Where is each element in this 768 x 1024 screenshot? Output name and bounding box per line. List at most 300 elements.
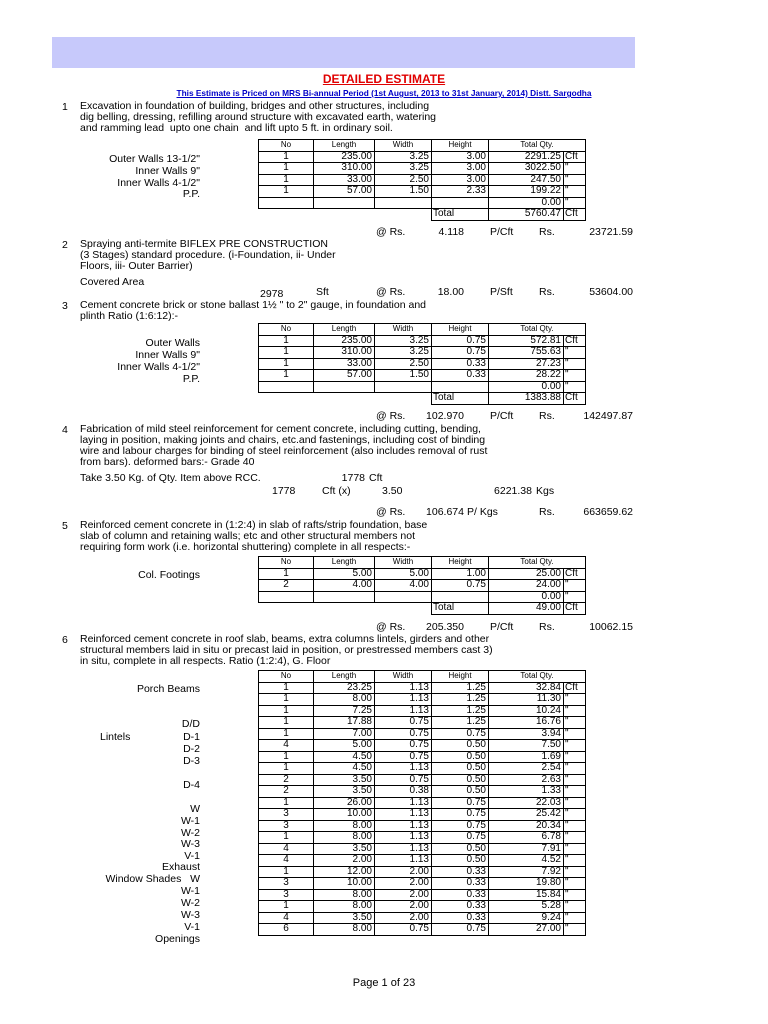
row-label: W-1 — [180, 815, 200, 827]
table-cell: 0.75 — [375, 774, 432, 786]
table-cell — [259, 197, 314, 209]
table-row — [259, 820, 586, 832]
amount-value: 53604.00 — [589, 286, 633, 298]
table-cell: 3.00 — [432, 174, 489, 186]
rate-unit: P/Cft — [490, 621, 514, 633]
table-cell: " — [564, 901, 586, 913]
table-row — [259, 774, 586, 786]
table-cell: " — [564, 820, 586, 832]
table-cell — [259, 591, 314, 603]
table-cell: 1 — [259, 717, 314, 729]
table-cell: 1.00 — [432, 568, 489, 580]
table-cell: 4 — [259, 855, 314, 867]
table-cell: 23.25 — [314, 682, 375, 694]
table-cell: 8.00 — [314, 901, 375, 913]
table-cell: 22.03 — [489, 797, 564, 809]
table-cell: 10.00 — [314, 878, 375, 890]
total-value: 1383.88 — [489, 393, 564, 405]
table-cell: 2.50 — [375, 358, 432, 370]
table-cell: 1.13 — [375, 843, 432, 855]
table-cell: 2.00 — [375, 878, 432, 890]
table-cell: 32.84 — [489, 682, 564, 694]
row-label: Exhaust — [162, 861, 200, 873]
table-cell: 3.25 — [375, 151, 432, 163]
table-cell: 27.00 — [489, 924, 564, 936]
total-unit: Cft — [564, 603, 586, 615]
total-value: 5760.47 — [489, 209, 564, 221]
table-cell: 0.75 — [375, 717, 432, 729]
table-cell: 0.50 — [432, 855, 489, 867]
table-cell: 10.00 — [314, 809, 375, 821]
table-cell: 0.33 — [432, 878, 489, 890]
take-quantity: 1778 — [341, 472, 365, 484]
table-row — [259, 878, 586, 890]
table-cell: 1 — [259, 763, 314, 775]
rate-label: @ Rs. — [376, 621, 406, 633]
table-cell: 1 — [259, 832, 314, 844]
table-cell: " — [564, 832, 586, 844]
table-cell: " — [564, 751, 586, 763]
table-cell: 3 — [259, 820, 314, 832]
table-row — [259, 843, 586, 855]
table-cell: 4.50 — [314, 751, 375, 763]
table-cell: 2.33 — [432, 186, 489, 198]
table-row — [259, 924, 586, 936]
table-row — [259, 740, 586, 752]
table-cell: 28.22 — [489, 370, 564, 382]
table-cell: 0.75 — [432, 335, 489, 347]
row-label: P.P. — [182, 188, 200, 200]
column-header: Height — [432, 140, 489, 152]
table-cell: Cft — [564, 151, 586, 163]
row-label: W-3 — [180, 838, 200, 850]
table-cell: 1 — [259, 866, 314, 878]
table-cell: 1.25 — [432, 705, 489, 717]
table-cell: 27.23 — [489, 358, 564, 370]
table-cell: 1.13 — [375, 832, 432, 844]
column-header: Total Qty. — [489, 557, 586, 569]
row-label: W-2 — [180, 827, 200, 839]
row-label: V-1 — [184, 921, 200, 933]
table-cell: 0.50 — [432, 763, 489, 775]
item-number: 3 — [62, 300, 68, 312]
table-cell: 3.25 — [375, 163, 432, 175]
table-cell: " — [564, 797, 586, 809]
table-cell: 4 — [259, 912, 314, 924]
table-cell: 0.75 — [432, 728, 489, 740]
table-cell: 0.33 — [432, 889, 489, 901]
table-cell: " — [564, 705, 586, 717]
item-number: 1 — [62, 101, 68, 113]
currency-label: Rs. — [539, 621, 555, 633]
row-label: Window Shades W — [105, 873, 200, 885]
item-number: 4 — [62, 424, 68, 436]
table-cell: 0.38 — [375, 786, 432, 798]
table-cell: 3022.50 — [489, 163, 564, 175]
table-cell: 2.00 — [375, 901, 432, 913]
total-value: 49.00 — [489, 603, 564, 615]
table-cell: 0.00 — [489, 591, 564, 603]
table-cell: 1 — [259, 901, 314, 913]
row-label: D/D — [181, 718, 200, 730]
table-cell: 310.00 — [314, 347, 375, 359]
amount-value: 142497.87 — [583, 410, 633, 422]
row-label: D-3 — [183, 755, 200, 767]
rate-value: 102.970 — [426, 410, 464, 422]
table-row — [259, 568, 586, 580]
table-cell: 3 — [259, 809, 314, 821]
table-row — [259, 728, 586, 740]
table-cell: 1.69 — [489, 751, 564, 763]
row-label: Inner Walls 4-1/2" — [117, 177, 200, 189]
table-cell: " — [564, 591, 586, 603]
table-cell — [314, 381, 375, 393]
table-row — [259, 855, 586, 867]
rate-label: @ Rs. — [376, 410, 406, 422]
table-cell: 1.50 — [375, 186, 432, 198]
row-label: Col. Footings — [138, 569, 200, 581]
page-subtitle: This Estimate is Priced on MRS Bi-annual Period (1st August, 2013 to 31st January, 2014) Distt. Sargodha — [176, 88, 592, 98]
table-cell: 0.00 — [489, 381, 564, 393]
table-cell: 0.50 — [432, 751, 489, 763]
row-label: W-1 — [180, 885, 200, 897]
table-row — [259, 912, 586, 924]
table-cell: " — [564, 809, 586, 821]
table-cell: 1 — [259, 186, 314, 198]
quantity-table — [258, 323, 586, 405]
table-cell: 0.50 — [432, 843, 489, 855]
quantity-table — [258, 139, 586, 221]
table-cell — [375, 591, 432, 603]
column-header: Total Qty. — [489, 140, 586, 152]
column-header: Total Qty. — [489, 671, 586, 683]
table-row — [259, 347, 586, 359]
table-cell: 3.00 — [432, 163, 489, 175]
column-header: Length — [314, 324, 375, 336]
table-row — [259, 786, 586, 798]
quantity-unit: Sft — [316, 286, 329, 298]
table-cell: 2 — [259, 580, 314, 592]
table-cell: 2.50 — [375, 174, 432, 186]
table-cell: 0.75 — [432, 580, 489, 592]
table-cell: " — [564, 358, 586, 370]
table-cell: 1.13 — [375, 763, 432, 775]
table-cell: 3.50 — [314, 786, 375, 798]
table-cell: 9.24 — [489, 912, 564, 924]
column-header: Height — [432, 557, 489, 569]
rate-value: 4.118 — [438, 226, 464, 238]
item-description: Cement concrete brick or stone ballast 1½ " to 2" gauge, in foundation and plinth Ratio (1:6:12):- — [80, 299, 427, 322]
rate-unit: P/Sft — [490, 286, 513, 298]
row-label: Outer Walls — [145, 337, 200, 349]
table-cell — [432, 591, 489, 603]
row-label: Openings — [155, 933, 200, 945]
table-row — [259, 186, 586, 198]
table-cell: 1 — [259, 347, 314, 359]
table-cell: 7.91 — [489, 843, 564, 855]
row-label: D-1 — [183, 731, 200, 743]
table-row — [259, 751, 586, 763]
column-header: No — [259, 557, 314, 569]
column-header: Total Qty. — [489, 324, 586, 336]
row-label: Outer Walls 13-1/2" — [109, 153, 200, 165]
table-cell: 33.00 — [314, 174, 375, 186]
table-cell: 1 — [259, 728, 314, 740]
column-header: No — [259, 140, 314, 152]
rate-label: @ Rs. — [376, 226, 406, 238]
table-cell: " — [564, 694, 586, 706]
table-row — [259, 174, 586, 186]
table-cell: 2 — [259, 774, 314, 786]
table-cell: 7.00 — [314, 728, 375, 740]
table-cell: 4.00 — [314, 580, 375, 592]
table-cell: " — [564, 580, 586, 592]
row-label: Lintels — [100, 731, 131, 743]
table-cell: " — [564, 912, 586, 924]
table-row — [259, 705, 586, 717]
table-cell: 0.75 — [432, 924, 489, 936]
quantity-value: 2978 — [260, 288, 284, 300]
page-footer: Page 1 of 23 — [352, 977, 416, 989]
table-row — [259, 335, 586, 347]
table-cell: 12.00 — [314, 866, 375, 878]
column-header: No — [259, 324, 314, 336]
total-unit: Cft — [564, 393, 586, 405]
rate-unit: P/Cft — [490, 226, 514, 238]
table-row — [259, 763, 586, 775]
table-cell: 3.25 — [375, 347, 432, 359]
table-row — [259, 591, 586, 603]
table-cell — [259, 381, 314, 393]
table-cell: 1 — [259, 358, 314, 370]
table-cell: 1 — [259, 174, 314, 186]
table-cell: 1.13 — [375, 797, 432, 809]
area-label: Covered Area — [80, 276, 145, 288]
table-cell: 8.00 — [314, 924, 375, 936]
item-description: Fabrication of mild steel reinforcement for cement concrete, including cutting, bending, laying in position, making joints and chairs, etc.and fastenings, including cost of binding wire and labour charges for binding of steel reinforcement (also includes removal of rust from bars). deformed bars:- Grade 40 — [80, 423, 488, 468]
table-cell: 1.50 — [375, 370, 432, 382]
calc-quantity: 1778 — [272, 485, 296, 497]
table-cell: 0.75 — [375, 740, 432, 752]
rate-unit: P/Cft — [490, 410, 514, 422]
table-cell: 6.78 — [489, 832, 564, 844]
table-cell: 1 — [259, 682, 314, 694]
table-cell: " — [564, 878, 586, 890]
rate-unit: P/ Kgs — [467, 506, 498, 518]
table-row — [259, 580, 586, 592]
table-cell: 1.13 — [375, 682, 432, 694]
table-cell: 8.00 — [314, 820, 375, 832]
table-row — [259, 889, 586, 901]
table-cell: 4 — [259, 740, 314, 752]
table-cell: " — [564, 347, 586, 359]
table-cell: 0.75 — [375, 728, 432, 740]
table-cell — [432, 197, 489, 209]
table-cell: " — [564, 774, 586, 786]
table-cell: 5.00 — [375, 568, 432, 580]
table-cell: Cft — [564, 568, 586, 580]
table-cell: 0.75 — [375, 924, 432, 936]
table-cell: 0.50 — [432, 774, 489, 786]
table-cell: " — [564, 163, 586, 175]
table-cell: 572.81 — [489, 335, 564, 347]
table-cell: 2.00 — [375, 912, 432, 924]
table-cell: 3.50 — [314, 912, 375, 924]
table-cell: 6 — [259, 924, 314, 936]
table-cell: 33.00 — [314, 358, 375, 370]
table-cell: 15.84 — [489, 889, 564, 901]
table-cell: 0.75 — [432, 832, 489, 844]
table-cell: 10.24 — [489, 705, 564, 717]
item-number: 2 — [62, 239, 68, 251]
table-cell: 25.42 — [489, 809, 564, 821]
item-description: Reinforced cement concrete in (1:2:4) in slab of rafts/strip foundation, base slab of column and retaining walls; etc and other structural members not requiring form work (i.e. horizontal shuttering) complete in all respects:- — [80, 519, 428, 553]
table-cell: " — [564, 381, 586, 393]
table-cell: " — [564, 889, 586, 901]
table-cell: " — [564, 370, 586, 382]
quantity-table — [258, 556, 586, 615]
table-cell: 0.33 — [432, 912, 489, 924]
table-cell: 0.33 — [432, 370, 489, 382]
total-label: Total — [432, 393, 489, 405]
table-cell: " — [564, 855, 586, 867]
table-cell: " — [564, 843, 586, 855]
take-unit: Cft — [369, 472, 383, 484]
table-row — [259, 809, 586, 821]
table-cell: " — [564, 786, 586, 798]
table-row — [259, 682, 586, 694]
table-cell: 0.75 — [432, 797, 489, 809]
table-cell: 17.88 — [314, 717, 375, 729]
item-description: Reinforced cement concrete in roof slab, beams, extra columns lintels, girders and other structural members laid in situ or precast laid in position, or prestressed members cast 3) in situ, complete in all respects. Ratio (1:2:4), G. Floor — [80, 633, 493, 667]
table-header-row — [259, 671, 586, 683]
table-cell: 5.28 — [489, 901, 564, 913]
table-cell: " — [564, 763, 586, 775]
table-cell: 4 — [259, 843, 314, 855]
table-cell: 235.00 — [314, 335, 375, 347]
item-number: 5 — [62, 520, 68, 532]
table-row — [259, 717, 586, 729]
table-cell: " — [564, 174, 586, 186]
table-total-row — [259, 393, 586, 405]
column-header: Width — [375, 140, 432, 152]
table-header-row — [259, 324, 586, 336]
table-cell: " — [564, 728, 586, 740]
row-label: Inner Walls 9" — [135, 349, 200, 361]
table-cell: 2.63 — [489, 774, 564, 786]
table-cell: 0.33 — [432, 901, 489, 913]
calc-result-unit: Kgs — [536, 485, 555, 497]
table-cell: 199.22 — [489, 186, 564, 198]
table-cell: 0.33 — [432, 866, 489, 878]
column-header: Length — [314, 557, 375, 569]
total-unit: Cft — [564, 209, 586, 221]
table-cell: 0.33 — [432, 358, 489, 370]
table-total-row — [259, 603, 586, 615]
calc-result: 6221.38 — [494, 485, 532, 497]
rate-label: @ Rs. — [376, 286, 406, 298]
table-cell: 20.34 — [489, 820, 564, 832]
table-cell: 3 — [259, 878, 314, 890]
row-label: P.P. — [182, 373, 200, 385]
table-cell: 0.75 — [432, 820, 489, 832]
table-cell: 1.13 — [375, 694, 432, 706]
column-header: No — [259, 671, 314, 683]
table-cell: 1.13 — [375, 809, 432, 821]
table-cell: 1 — [259, 797, 314, 809]
table-cell: 4.52 — [489, 855, 564, 867]
table-cell — [314, 197, 375, 209]
table-row — [259, 866, 586, 878]
table-total-row — [259, 209, 586, 221]
table-cell: 1 — [259, 751, 314, 763]
table-cell: 0.75 — [432, 809, 489, 821]
column-header: Length — [314, 671, 375, 683]
table-cell: 24.00 — [489, 580, 564, 592]
table-row — [259, 694, 586, 706]
amount-value: 10062.15 — [589, 621, 633, 633]
table-cell: 1 — [259, 694, 314, 706]
table-cell: 7.50 — [489, 740, 564, 752]
calc-unit: Cft (x) — [322, 485, 351, 497]
table-cell: 4.00 — [375, 580, 432, 592]
item-description: Spraying anti-termite BIFLEX PRE CONSTRUCTION (3 Stages) standard procedure. (i-Foundation, ii- Under Floors, iii- Outer Barrier) — [80, 238, 336, 272]
table-cell: 0.75 — [432, 347, 489, 359]
table-cell — [375, 197, 432, 209]
currency-label: Rs. — [539, 286, 555, 298]
table-cell: 8.00 — [314, 694, 375, 706]
table-cell: 0.00 — [489, 197, 564, 209]
table-cell: 310.00 — [314, 163, 375, 175]
table-cell: 1.13 — [375, 855, 432, 867]
table-cell: 3 — [259, 889, 314, 901]
table-cell: 3.25 — [375, 335, 432, 347]
table-cell: 3.50 — [314, 774, 375, 786]
table-cell: Cft — [564, 682, 586, 694]
table-cell: 1.13 — [375, 820, 432, 832]
header-band — [52, 37, 635, 68]
table-cell: 57.00 — [314, 186, 375, 198]
table-row — [259, 797, 586, 809]
row-label: W-3 — [180, 909, 200, 921]
table-row — [259, 151, 586, 163]
column-header: Width — [375, 557, 432, 569]
table-cell: 1.25 — [432, 717, 489, 729]
row-label: D-2 — [183, 743, 200, 755]
amount-value: 23721.59 — [589, 226, 633, 238]
table-cell: 1.25 — [432, 694, 489, 706]
table-cell: 1.13 — [375, 705, 432, 717]
table-cell — [314, 591, 375, 603]
table-cell — [375, 381, 432, 393]
amount-value: 663659.62 — [583, 506, 633, 518]
table-cell: 1 — [259, 163, 314, 175]
table-cell: 16.76 — [489, 717, 564, 729]
table-cell: 3.94 — [489, 728, 564, 740]
table-cell: 11.30 — [489, 694, 564, 706]
table-cell: 5.00 — [314, 740, 375, 752]
table-cell: 2.00 — [314, 855, 375, 867]
table-cell: 0.50 — [432, 786, 489, 798]
table-cell: 0.75 — [375, 751, 432, 763]
rate-value: 205.350 — [426, 621, 464, 633]
table-cell: 1.25 — [432, 682, 489, 694]
table-cell: 3.00 — [432, 151, 489, 163]
table-header-row — [259, 140, 586, 152]
table-row — [259, 901, 586, 913]
table-row — [259, 358, 586, 370]
table-cell: 1 — [259, 151, 314, 163]
